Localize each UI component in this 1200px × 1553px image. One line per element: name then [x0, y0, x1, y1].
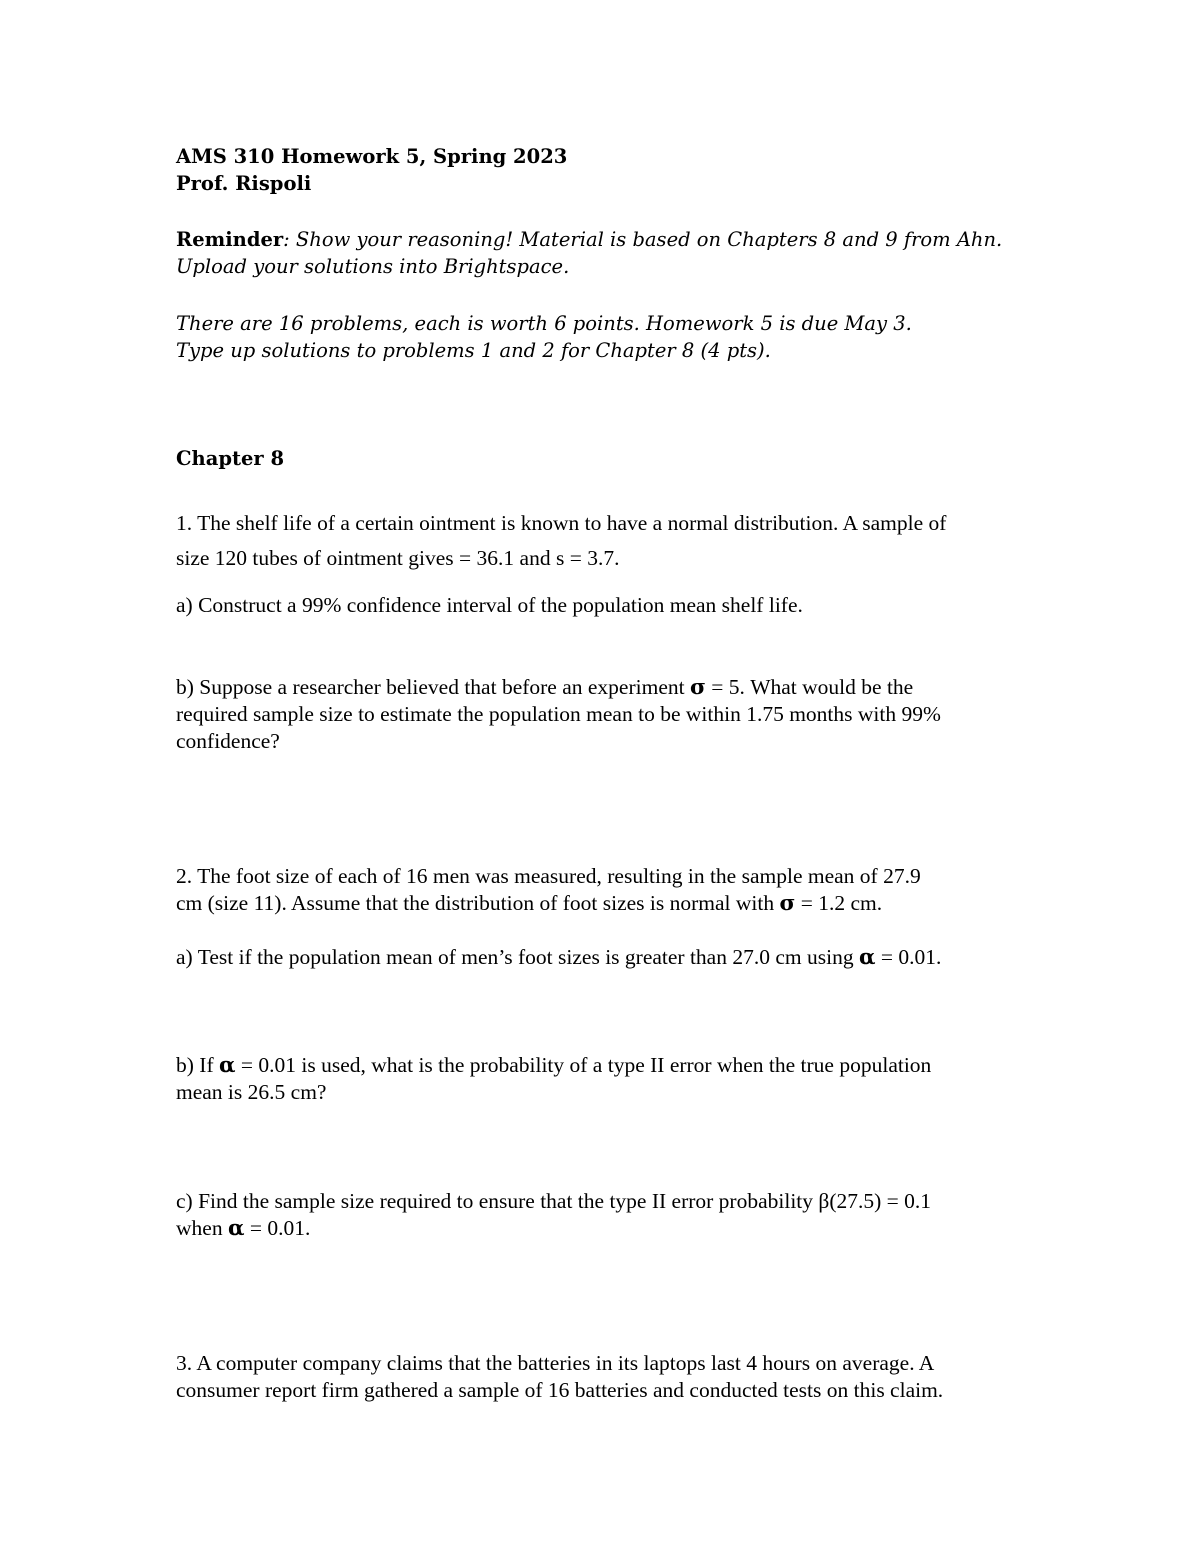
chapter-heading: Chapter 8 [176, 447, 285, 470]
problem-2b-line-2: mean is 26.5 cm? [176, 1080, 327, 1104]
document-title: AMS 310 Homework 5, Spring 2023 [176, 145, 568, 168]
sigma-symbol: σ [689, 675, 706, 700]
problem-1a: a) Construct a 99% confidence interval of the population mean shelf life. [176, 593, 803, 617]
reminder-note [176, 226, 1046, 280]
alpha-symbol: α [227, 1216, 245, 1241]
problem-2-line-1: 2. The foot size of each of 16 men was measured, resulting in the sample mean of 27.9 [176, 864, 921, 888]
problem-2c [176, 1188, 1046, 1242]
problem-1b-line-3: confidence? [176, 729, 280, 753]
assignment-info [176, 310, 1046, 364]
info-line-2: Type up solutions to problems 1 and 2 for Chapter 8 (4 pts). [176, 339, 771, 362]
problem-1-intro [176, 506, 1046, 576]
sigma-symbol: σ [779, 891, 796, 916]
alpha-symbol: α [218, 1053, 236, 1078]
problem-3-line-1: 3. A computer company claims that the batteries in its laptops last 4 hours on average. A [176, 1351, 935, 1375]
problem-2a: a) Test if the population mean of men’s foot sizes is greater than 27.0 cm using α = 0.01. [176, 945, 942, 970]
problem-2-intro [176, 863, 1046, 917]
reminder-line-1: Reminder: Show your reasoning! Material is based on Chapters 8 and 9 from Ahn. [176, 228, 1003, 251]
problem-1b-line-2: required sample size to estimate the population mean to be within 1.75 months with 99% [176, 702, 941, 726]
problem-1b-line-1: b) Suppose a researcher believed that before an experiment σ = 5. What would be the [176, 675, 914, 700]
problem-2c-line-1: c) Find the sample size required to ensure that the type II error probability β(27.5) = 0.1 [176, 1189, 932, 1213]
document-header [176, 143, 1046, 197]
alpha-symbol: α [858, 945, 876, 970]
reminder-line-2: Upload your solutions into Brightspace. [176, 255, 570, 278]
problem-2-line-2: cm (size 11). Assume that the distribution of foot sizes is normal with σ = 1.2 cm. [176, 891, 883, 916]
problem-1-line-1: 1. The shelf life of a certain ointment is known to have a normal distribution. A sample of [176, 511, 947, 535]
problem-3-intro [176, 1350, 1046, 1404]
problem-3-line-2: consumer report firm gathered a sample of 16 batteries and conducted tests on this claim. [176, 1378, 944, 1402]
problem-2c-line-2: when α = 0.01. [176, 1216, 311, 1241]
problem-2b-line-1: b) If α = 0.01 is used, what is the probability of a type II error when the true population [176, 1053, 932, 1078]
problem-1-line-2: size 120 tubes of ointment gives = 36.1 and s = 3.7. [176, 546, 620, 570]
professor-name: Prof. Rispoli [176, 172, 312, 195]
problem-1b [176, 674, 1046, 755]
problem-2b [176, 1052, 1046, 1106]
info-line-1: There are 16 problems, each is worth 6 points. Homework 5 is due May 3. [176, 312, 912, 335]
